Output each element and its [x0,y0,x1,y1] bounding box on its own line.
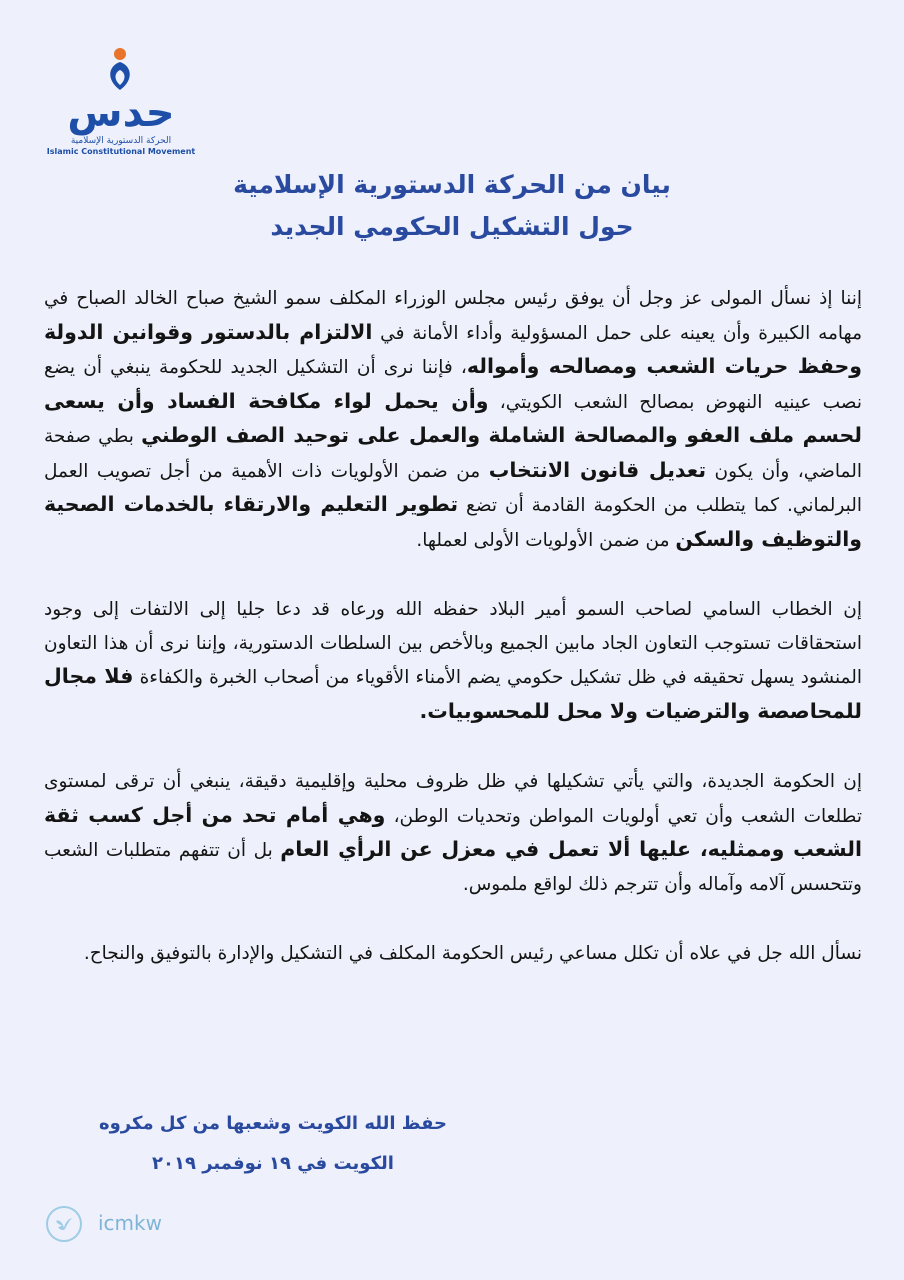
paragraph [44,937,862,971]
emphasis-segment: تطوير التعليم والارتقاء بالخدمات الصحية والتوظيف والسكن [44,492,862,551]
text-segment: إن الخطاب السامي لصاحب السمو أمير البلاد حفظه الله ورعاه قد دعا جليا إلى الالتفات إلى وجود استحقاقات تستوجب التعاون الجاد مابين الجميع وبالأخص بين السلطات الدستورية، وإننا نرى أن هذا التعاون المنشود يسهل تحقيقه في ظل تشكيل حكومي يضم الأمناء الأقوياء من أصحاب الخبرة والكفاءة [44,599,862,688]
emphasis-segment: تعديل قانون الانتخاب [488,457,707,482]
bird-icon [46,1206,82,1242]
paragraph [44,282,862,557]
text-segment: بطي صفحة الماضي، وأن يكون [44,426,862,482]
statement-subtitle: حول التشكيل الحكومي الجديد [270,212,634,241]
paragraph [44,593,862,729]
statement-title: بيان من الحركة الدستورية الإسلامية [233,170,671,199]
text-segment: ، فإننا نرى أن التشكيل الجديد للحكومة ينبغي أن يضع نصب عينيه النهوض بمصالح الشعب الكويتي، [44,357,862,413]
emphasis-segment: الالتزام بالدستور وقوانين الدولة وحفظ حريات الشعب ومصالحه وأمواله [44,319,863,378]
text-segment: من ضمن الأولويات الأولى لعملها. [416,529,676,551]
social-footer [46,1206,246,1246]
social-handle: icmkw [98,1211,162,1235]
logo-wordmark: حدس [67,90,175,136]
signoff-prayer: حفظ الله الكويت وشعبها من كل مكروه [98,1113,448,1134]
icm-logo-mark-icon [98,46,142,94]
logo-arabic-name: الحركة الدستورية الإسلامية [70,136,172,146]
emphasis-segment: وهي أمام تحد من أجل كسب ثقة الشعب وممثليه، عليها ألا تعمل في معزل عن الرأي العام [44,802,862,861]
paragraph [44,765,862,901]
text-segment: نسأل الله جل في علاه أن تكلل مساعي رئيس الحكومة المكلف في التشكيل والإدارة بالتوفيق والنجاح. [83,943,862,964]
text-segment: بل أن تتفهم متطلبات الشعب وتتحسس آلامه وآماله وأن تترجم ذلك لواقع ملموس. [44,840,862,895]
statement-body [44,282,862,1007]
organization-logo [46,46,196,156]
logo-english-name: Islamic Constitutional Movement [46,147,196,156]
text-segment: من ضمن الأولويات ذات الأهمية من أجل تصويب العمل البرلماني. كما يتطلب من الحكومة القادمة أن تضع [44,460,863,516]
signoff-date: الكويت في ١٩ نوفمبر ٢٠١٩ [152,1153,394,1174]
text-segment: إن الحكومة الجديدة، والتي يأتي تشكيلها في ظل ظروف محلية وإقليمية دقيقة، ينبغي أن ترقى لمستوى تطلعات الشعب وأن تعي أولويات المواطن وتحديات الوطن، [44,771,862,827]
text-segment: إننا إذ نسأل المولى عز وجل أن يوفق رئيس مجلس الوزراء المكلف سمو الشيخ صباح الخالد الصباح في مهامه الكبيرة وأن يعينه على حمل المسؤولية وأداء الأمانة في [44,288,862,344]
emphasis-segment: وأن يحمل لواء مكافحة الفساد وأن يسعى لحسم ملف العفو والمصالحة الشاملة والعمل على توحيد الصف الوطني [44,388,862,447]
emphasis-segment: فلا مجال للمحاصصة والترضيات ولا محل للمحسوبيات. [44,664,862,723]
